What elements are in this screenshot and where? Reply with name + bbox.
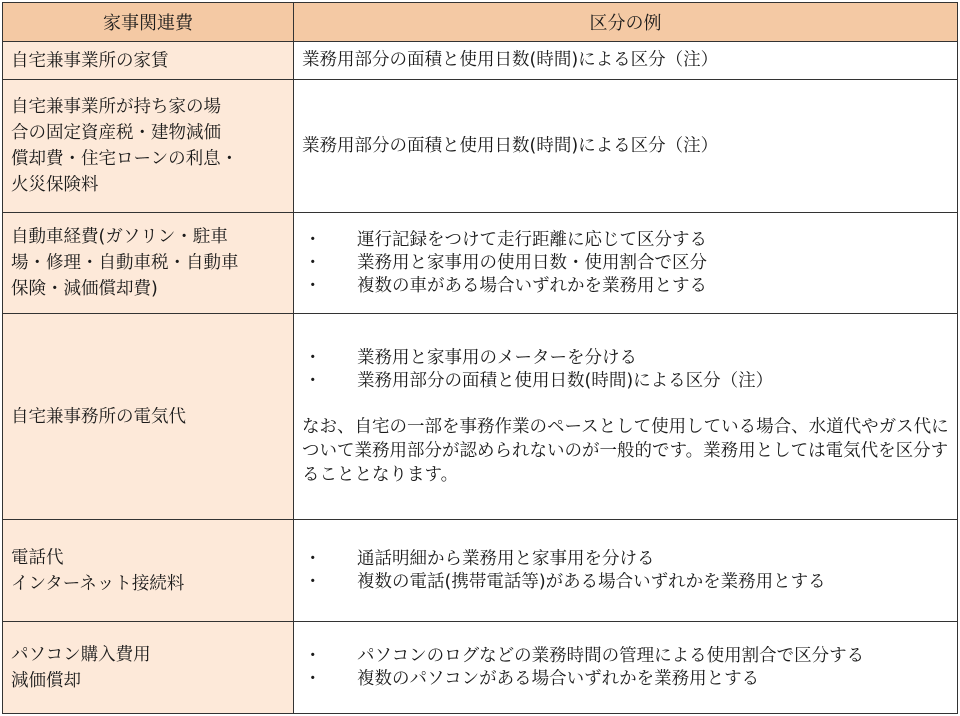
list-item-text: 業務用と家事用の使用日数・使用割合で区分 (357, 252, 707, 273)
bullet-mark: ・ (304, 252, 322, 273)
bullet-mark: ・ (304, 347, 322, 368)
list-item-text: パソコンのログなどの業務時間の管理による使用割合で区分する (357, 645, 865, 666)
row-label-rent: 自宅兼事業所の家賃 (3, 42, 294, 80)
bullet-mark: ・ (304, 370, 322, 391)
table-row (3, 213, 958, 314)
header-household-expenses: 家事関連費 (3, 3, 294, 42)
list-item (302, 252, 951, 275)
row-label-pc-purchase: パソコン購入費用 減価償却 (3, 622, 294, 714)
bullet-mark: ・ (304, 571, 322, 592)
list-item (302, 571, 951, 594)
list-item-text: 業務用と家事用のメーターを分ける (357, 347, 637, 368)
table-header-row (3, 3, 958, 42)
row-label-car-expenses: 自動車経費(ガソリン・駐車 場・修理・自動車税・自動車 保険・減価償却費) (3, 213, 294, 314)
list-item (302, 645, 951, 668)
table-row (3, 42, 958, 80)
list-item-text: 複数の車がある場合いずれかを業務用とする (357, 275, 707, 296)
list-item-text: 複数の電話(携帯電話等)がある場合いずれかを業務用とする (357, 571, 826, 592)
row-example-phone-internet (294, 520, 958, 622)
electricity-note: なお、自宅の一部を事務作業のペースとして使用している場合、水道代やガス代について業務用部分が認められないのが一般的です。業務用としては電気代を区分することとなります。 (302, 416, 949, 485)
list-item-text: 通話明細から業務用と家事用を分ける (357, 548, 655, 569)
list-item (302, 370, 951, 393)
table-row (3, 80, 958, 213)
list-item-text: 複数のパソコンがある場合いずれかを業務用とする (357, 668, 760, 689)
bullet-mark: ・ (304, 645, 322, 666)
row-example-rent: 業務用部分の面積と使用日数(時間)による区分（注） (294, 42, 958, 80)
list-item (302, 548, 951, 571)
row-example-car-expenses (294, 213, 958, 314)
list-item-text: 業務用部分の面積と使用日数(時間)による区分（注） (357, 370, 774, 391)
table-row (3, 622, 958, 714)
list-item (302, 347, 951, 370)
bullet-mark: ・ (304, 668, 322, 689)
list-item (302, 275, 951, 298)
bullet-mark: ・ (304, 548, 322, 569)
bullet-mark: ・ (304, 229, 322, 250)
list-item-text: 運行記録をつけて走行距離に応じて区分する (357, 229, 707, 250)
list-item (302, 668, 951, 691)
bullet-mark: ・ (304, 275, 322, 296)
row-example-property-tax: 業務用部分の面積と使用日数(時間)による区分（注） (294, 80, 958, 213)
row-example-electricity (294, 314, 958, 520)
table-row (3, 520, 958, 622)
row-label-property-tax: 自宅兼事業所が持ち家の場 合の固定資産税・建物減価 償却費・住宅ローンの利息・ 火災保険料 (3, 80, 294, 213)
row-example-pc-purchase (294, 622, 958, 714)
header-allocation-examples: 区分の例 (294, 3, 958, 42)
row-label-phone-internet: 電話代 インターネット接続料 (3, 520, 294, 622)
list-item (302, 229, 951, 252)
expense-allocation-table (2, 2, 958, 714)
table-row (3, 314, 958, 520)
row-label-electricity: 自宅兼事務所の電気代 (3, 314, 294, 520)
